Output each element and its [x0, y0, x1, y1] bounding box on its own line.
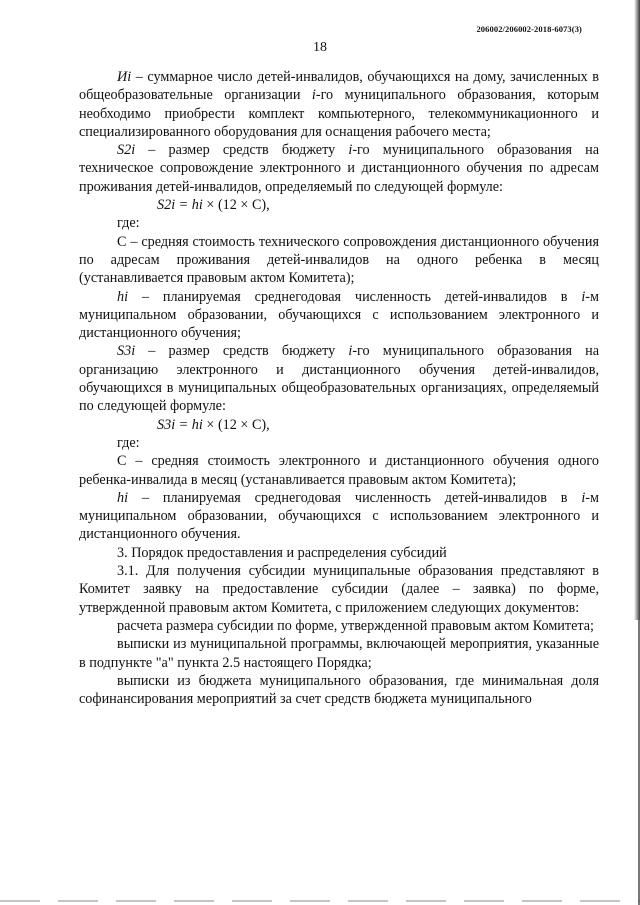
variable-i: i — [581, 288, 586, 305]
where-label: где: — [117, 215, 140, 232]
paragraph-hi-definition-2 — [79, 489, 599, 544]
paragraph-c-definition: С – средняя стоимость технического сопровождения дистанционного обучения по адресам проживания детей-инвалидов на одного ребенка в месяц (устанавливается правовым актом Комитета); — [79, 233, 599, 287]
paragraph-text: – размер средств бюджету — [135, 142, 349, 159]
paragraph-text: – суммарное число детей-инвалидов, обучающихся на дому, зачисленных в общеобразовательные организации — [79, 69, 599, 104]
paragraph-s3i-definition — [79, 342, 599, 415]
variable-s2i: S2i — [117, 142, 136, 159]
paragraph-3-1: 3.1. Для получения субсидии муниципальные образования представляют в Комитет заявку на предоставление субсидии (далее – заявка) по форме, утвержденной правовым актом Комитета, с приложением следующих документов: — [79, 563, 599, 616]
formula-s3i — [79, 416, 599, 434]
formula-rhs: × (12 × С), — [202, 197, 270, 214]
paragraph-text: -го муниципального образования, которым необходимо приобрести комплект компьютерного, телекоммуникационного и специализированного оборудования для оснащения рабочего места; — [79, 87, 599, 140]
scan-bottom-artifact — [0, 900, 640, 902]
document-body — [79, 68, 599, 708]
variable-s3i: S3i — [117, 343, 136, 360]
paragraph-hi-definition — [79, 288, 599, 343]
paragraph-text: -м муниципальном образовании, обучающихся с использованием электронного и дистанционного обучения. — [79, 489, 599, 543]
variable-i: i — [581, 489, 586, 506]
variable-i: i — [348, 142, 353, 159]
paragraph-text: – планируемая среднегодовая численность детей-инвалидов в — [128, 288, 582, 305]
paragraph-calculation: расчета размера субсидии по форме, утвержденной правовым актом Комитета; — [117, 617, 594, 634]
variable-i: i — [311, 87, 316, 104]
variable-ii: Иi — [117, 69, 132, 85]
formula-lhs: S3i = hi — [157, 416, 203, 433]
paragraph-text: -го муниципального образования на организацию электронного и дистанционного обучения детей-инвалидов, обучающихся в муниципальных общеобразовательных организациях, определяемый по следующей формуле: — [79, 343, 599, 415]
paragraph-text: – планируемая среднегодовая численность детей-инвалидов в — [128, 489, 582, 506]
variable-hi: hi — [117, 489, 129, 506]
paragraph-text: – размер средств бюджету — [135, 343, 349, 360]
formula-rhs: × (12 × С), — [202, 416, 270, 433]
paragraph-program-extract: выписки из муниципальной программы, включающей мероприятия, указанные в подпункте "а" пункта 2.5 настоящего Порядка; — [79, 636, 599, 671]
where-label: где: — [117, 434, 140, 451]
variable-hi: hi — [117, 288, 129, 305]
paragraph-ii-definition — [79, 68, 599, 141]
section-title: 3. Порядок предоставления и распределения субсидий — [117, 544, 447, 561]
page-number: 18 — [313, 40, 327, 55]
paragraph-text: -го муниципального образования на техническое сопровождение электронного и дистанционного обучения по адресам проживания детей-инвалидов, определяемый по следующей формуле: — [79, 142, 599, 195]
scan-edge-shadow — [634, 0, 640, 620]
paragraph-c-definition-2: С – средняя стоимость электронного и дистанционного обучения одного ребенка-инвалида в месяц (устанавливается правовым актом Комитета); — [79, 453, 599, 488]
formula-lhs: S2i = hi — [157, 197, 203, 214]
paragraph-text: -м муниципальном образовании, обучающихся с использованием электронного и дистанционного обучения; — [79, 288, 599, 342]
document-id: 206002/206002-2018-6073(3) — [476, 24, 582, 34]
paragraph-budget-extract: выписки из бюджета муниципального образования, где минимальная доля софинансирования мероприятий за счет средств бюджета муниципального — [79, 672, 599, 708]
formula-s2i — [79, 196, 599, 214]
variable-i: i — [348, 343, 353, 360]
paragraph-s2i-definition — [79, 141, 599, 196]
